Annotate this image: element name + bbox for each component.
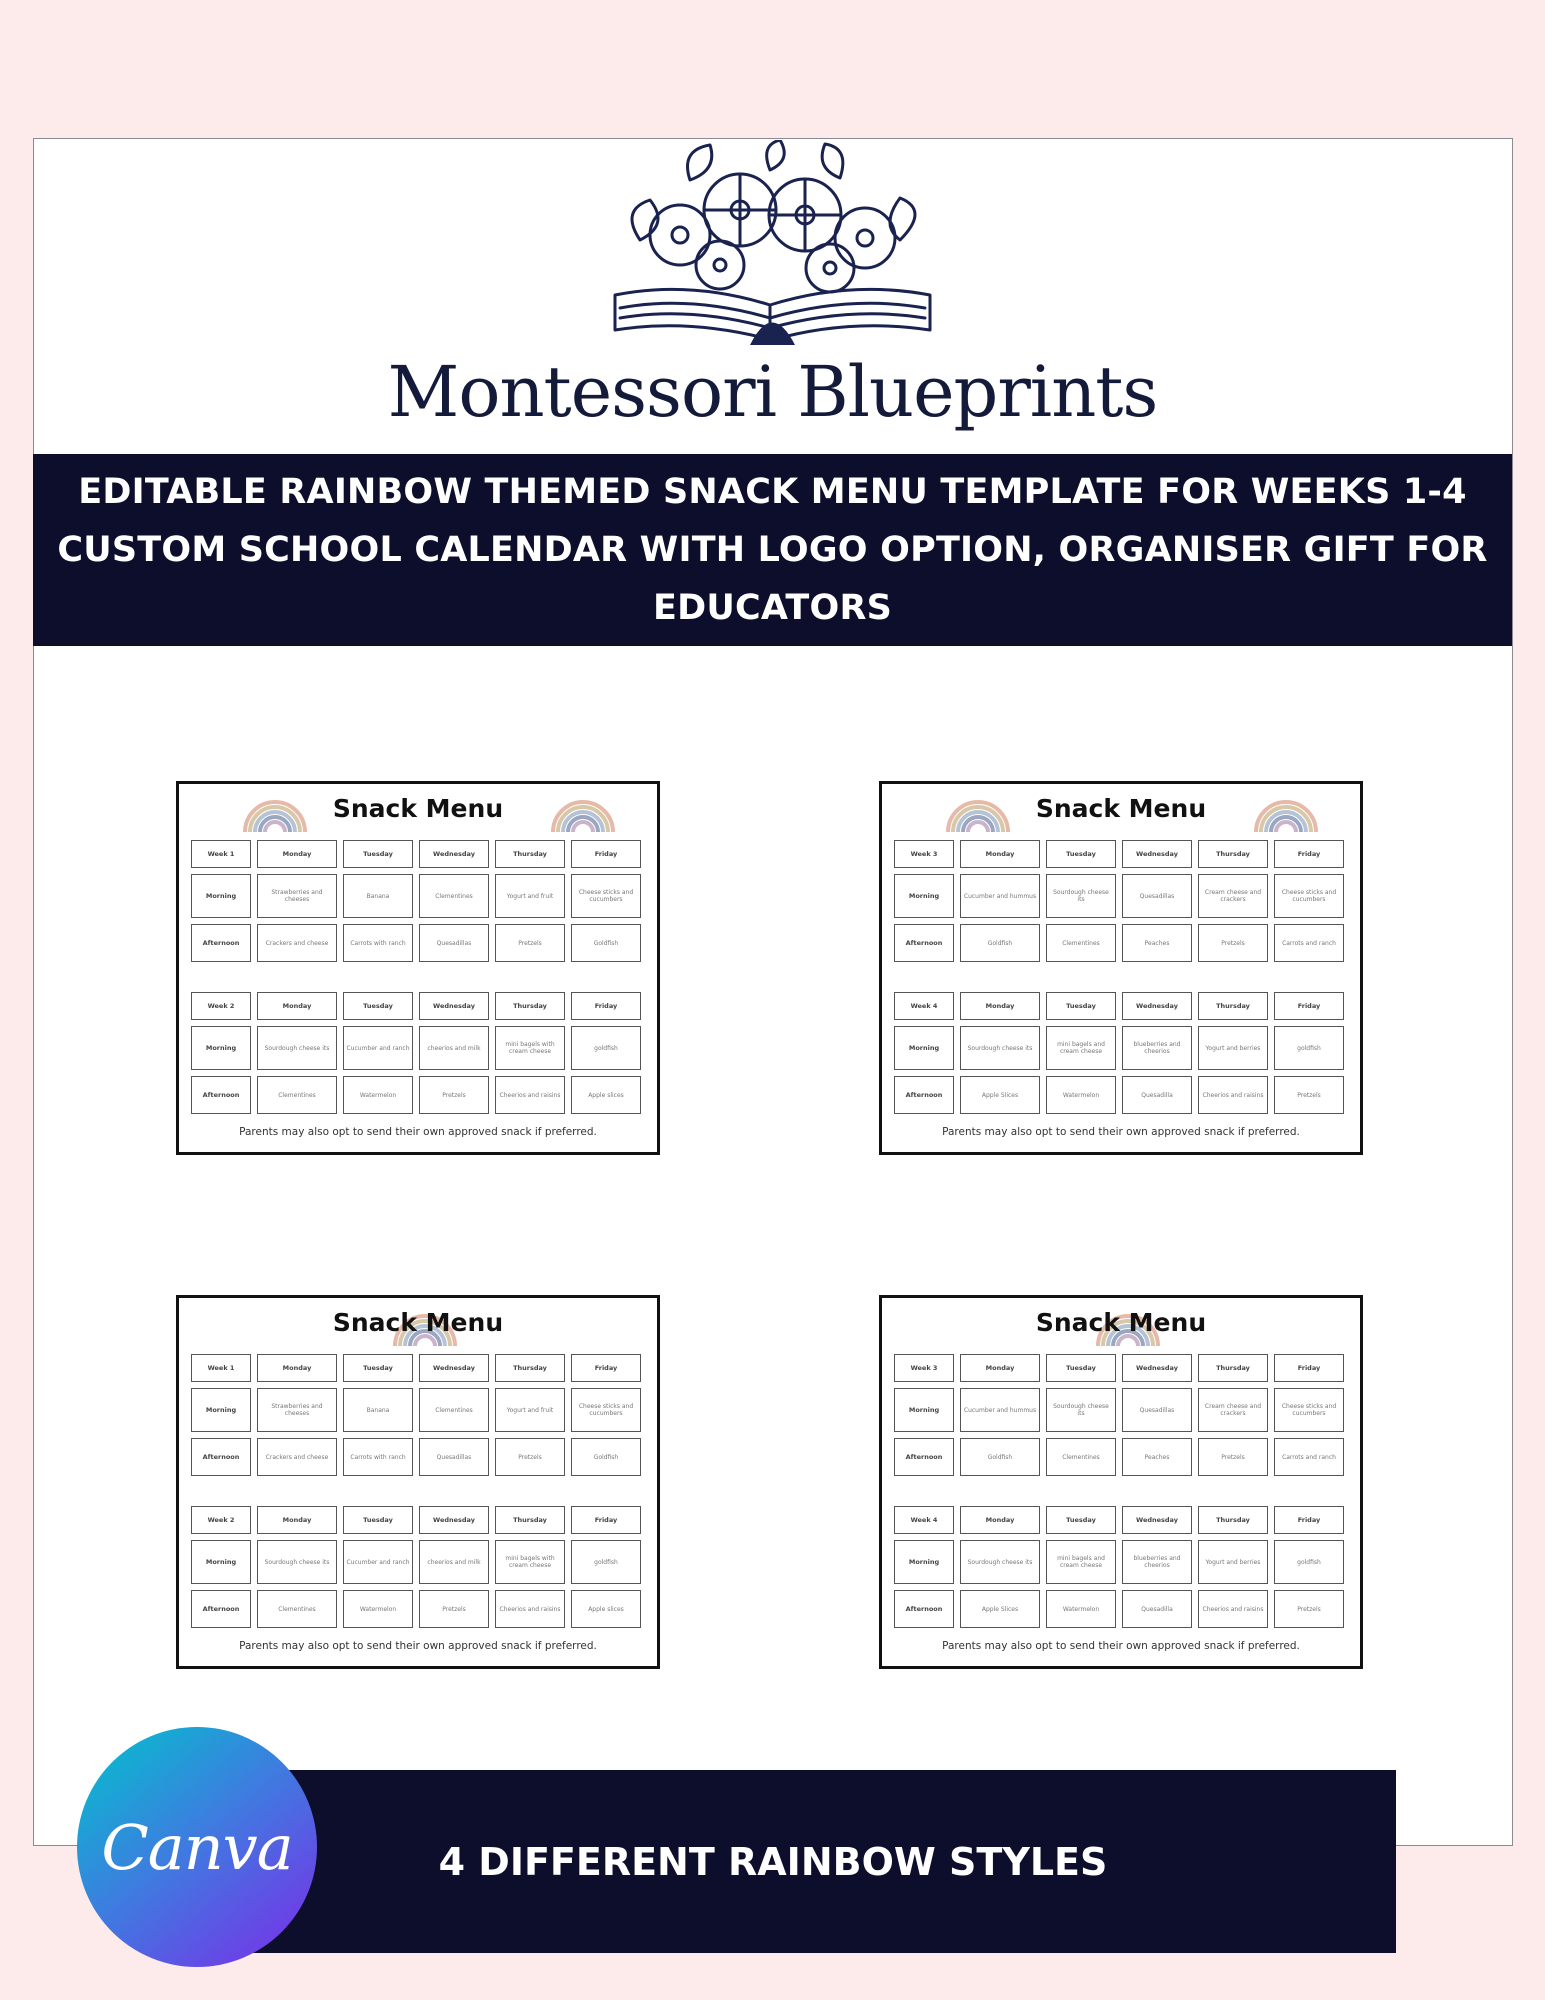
meal-label: Afternoon xyxy=(191,1076,251,1114)
snack-cell: Yogurt and berries xyxy=(1198,1540,1268,1584)
day-header: Monday xyxy=(960,1506,1040,1534)
product-title xyxy=(33,454,1512,646)
day-header: Thursday xyxy=(495,992,565,1020)
snack-cell: Pretzels xyxy=(1198,924,1268,962)
day-header: Tuesday xyxy=(343,840,413,868)
day-header: Thursday xyxy=(1198,1506,1268,1534)
day-header: Friday xyxy=(571,1354,641,1382)
snack-cell: Peaches xyxy=(1122,924,1192,962)
snack-cell: Yogurt and berries xyxy=(1198,1026,1268,1070)
snack-cell: Quesadillas xyxy=(419,924,489,962)
snack-cell: Goldfish xyxy=(960,1438,1040,1476)
day-header: Wednesday xyxy=(1122,840,1192,868)
snack-menu-footer: Parents may also opt to send their own approved snack if preferred. xyxy=(239,1640,597,1652)
day-header: Friday xyxy=(1274,992,1344,1020)
snack-cell: Pretzels xyxy=(495,924,565,962)
snack-cell: Sourdough cheese its xyxy=(1046,874,1116,918)
snack-cell: Cheese sticks and cucumbers xyxy=(571,874,641,918)
week-label: Week 4 xyxy=(894,1506,954,1534)
week-label: Week 3 xyxy=(894,1354,954,1382)
snack-cell: Cheerios and raisins xyxy=(1198,1076,1268,1114)
snack-cell: Cheerios and raisins xyxy=(495,1076,565,1114)
snack-cell: Clementines xyxy=(257,1076,337,1114)
meal-label: Afternoon xyxy=(191,924,251,962)
product-title-line: EDUCATORS xyxy=(652,588,893,628)
week-label: Week 1 xyxy=(191,1354,251,1382)
snack-menu-footer: Parents may also opt to send their own approved snack if preferred. xyxy=(239,1126,597,1138)
snack-cell: Yogurt and fruit xyxy=(495,874,565,918)
snack-cell: Yogurt and fruit xyxy=(495,1388,565,1432)
meal-label: Morning xyxy=(191,1388,251,1432)
day-header: Friday xyxy=(1274,1354,1344,1382)
snack-cell: Cheese sticks and cucumbers xyxy=(571,1388,641,1432)
snack-cell: Carrots with ranch xyxy=(343,1438,413,1476)
snack-cell: Watermelon xyxy=(1046,1076,1116,1114)
snack-cell: Cheese sticks and cucumbers xyxy=(1274,1388,1344,1432)
snack-cell: Goldfish xyxy=(571,1438,641,1476)
snack-cell: Cream cheese and crackers xyxy=(1198,874,1268,918)
snack-cell: Cream cheese and crackers xyxy=(1198,1388,1268,1432)
meal-label: Afternoon xyxy=(191,1590,251,1628)
snack-cell: Clementines xyxy=(419,874,489,918)
day-header: Tuesday xyxy=(343,992,413,1020)
day-header: Wednesday xyxy=(419,840,489,868)
day-header: Tuesday xyxy=(1046,1354,1116,1382)
snack-cell: Cucumber and hummus xyxy=(960,1388,1040,1432)
snack-cell: goldfish xyxy=(571,1540,641,1584)
snack-cell: Watermelon xyxy=(1046,1590,1116,1628)
meal-label: Morning xyxy=(191,874,251,918)
snack-cell: Quesadillas xyxy=(1122,874,1192,918)
canva-logo-text: Canva xyxy=(101,1810,293,1884)
snack-cell: Quesadillas xyxy=(419,1438,489,1476)
meal-label: Afternoon xyxy=(894,1590,954,1628)
day-header: Friday xyxy=(571,840,641,868)
snack-cell: Sourdough cheese its xyxy=(257,1540,337,1584)
snack-cell: Pretzels xyxy=(419,1076,489,1114)
snack-cell: Sourdough cheese its xyxy=(1046,1388,1116,1432)
snack-menu-title: Snack Menu xyxy=(1035,794,1207,823)
day-header: Wednesday xyxy=(419,992,489,1020)
day-header: Wednesday xyxy=(419,1354,489,1382)
snack-cell: Apple slices xyxy=(571,1076,641,1114)
meal-label: Morning xyxy=(191,1026,251,1070)
day-header: Tuesday xyxy=(343,1354,413,1382)
snack-cell: Cucumber and ranch xyxy=(343,1026,413,1070)
snack-menu-week-table xyxy=(894,1354,1354,1476)
snack-menu-week-table xyxy=(894,840,1354,962)
product-title-line: CUSTOM SCHOOL CALENDAR WITH LOGO OPTION, ORGANISER GIFT FOR xyxy=(57,530,1488,570)
week-label: Week 2 xyxy=(191,992,251,1020)
meal-label: Morning xyxy=(191,1540,251,1584)
snack-cell: goldfish xyxy=(1274,1026,1344,1070)
day-header: Thursday xyxy=(495,1506,565,1534)
week-label: Week 3 xyxy=(894,840,954,868)
snack-cell: Clementines xyxy=(1046,1438,1116,1476)
snack-cell: Quesadilla xyxy=(1122,1590,1192,1628)
meal-label: Afternoon xyxy=(894,924,954,962)
snack-cell: Pretzels xyxy=(495,1438,565,1476)
snack-cell: mini bagels and cream cheese xyxy=(1046,1540,1116,1584)
snack-menu-week-table xyxy=(894,1506,1354,1628)
snack-cell: Apple Slices xyxy=(960,1590,1040,1628)
snack-cell: cheerios and milk xyxy=(419,1026,489,1070)
snack-menu-title: Snack Menu xyxy=(332,1308,504,1337)
snack-cell: Goldfish xyxy=(571,924,641,962)
snack-cell: Cucumber and ranch xyxy=(343,1540,413,1584)
day-header: Thursday xyxy=(1198,992,1268,1020)
day-header: Wednesday xyxy=(419,1506,489,1534)
snack-cell: Peaches xyxy=(1122,1438,1192,1476)
day-header: Monday xyxy=(257,1354,337,1382)
snack-cell: Quesadilla xyxy=(1122,1076,1192,1114)
meal-label: Afternoon xyxy=(894,1076,954,1114)
day-header: Wednesday xyxy=(1122,992,1192,1020)
snack-cell: Quesadillas xyxy=(1122,1388,1192,1432)
snack-cell: Sourdough cheese its xyxy=(960,1540,1040,1584)
snack-cell: blueberries and cheerios xyxy=(1122,1026,1192,1070)
snack-menu-preview xyxy=(879,1295,1363,1669)
snack-cell: mini bagels and cream cheese xyxy=(1046,1026,1116,1070)
snack-cell: mini bagels with cream cheese xyxy=(495,1540,565,1584)
product-title-line: EDITABLE RAINBOW THEMED SNACK MENU TEMPLATE FOR WEEKS 1-4 xyxy=(78,472,1467,512)
meal-label: Morning xyxy=(894,1540,954,1584)
day-header: Monday xyxy=(960,1354,1040,1382)
snack-cell: Cheerios and raisins xyxy=(495,1590,565,1628)
snack-cell: Banana xyxy=(343,1388,413,1432)
brand-name: Montessori Blueprints xyxy=(387,351,1158,433)
day-header: Friday xyxy=(571,992,641,1020)
snack-cell: Crackers and cheese xyxy=(257,1438,337,1476)
meal-label: Morning xyxy=(894,874,954,918)
snack-cell: Banana xyxy=(343,874,413,918)
day-header: Thursday xyxy=(495,840,565,868)
day-header: Friday xyxy=(1274,1506,1344,1534)
snack-cell: goldfish xyxy=(571,1026,641,1070)
snack-cell: Sourdough cheese its xyxy=(960,1026,1040,1070)
day-header: Tuesday xyxy=(343,1506,413,1534)
snack-menu-title: Snack Menu xyxy=(1035,1308,1207,1337)
snack-cell: Pretzels xyxy=(1274,1590,1344,1628)
day-header: Monday xyxy=(960,840,1040,868)
day-header: Friday xyxy=(1274,840,1344,868)
meal-label: Morning xyxy=(894,1026,954,1070)
snack-cell: Watermelon xyxy=(343,1076,413,1114)
snack-cell: Strawberries and cheeses xyxy=(257,874,337,918)
snack-cell: Clementines xyxy=(419,1388,489,1432)
snack-cell: Sourdough cheese its xyxy=(257,1026,337,1070)
snack-cell: Clementines xyxy=(257,1590,337,1628)
snack-menu-preview xyxy=(176,781,660,1155)
meal-label: Morning xyxy=(894,1388,954,1432)
snack-menu-week-table xyxy=(894,992,1354,1114)
week-label: Week 4 xyxy=(894,992,954,1020)
snack-cell: Cheese sticks and cucumbers xyxy=(1274,874,1344,918)
day-header: Wednesday xyxy=(1122,1354,1192,1382)
day-header: Thursday xyxy=(1198,1354,1268,1382)
snack-menu-week-table xyxy=(191,992,651,1114)
meal-label: Afternoon xyxy=(894,1438,954,1476)
snack-menu-footer: Parents may also opt to send their own approved snack if preferred. xyxy=(942,1126,1300,1138)
snack-menu-week-table xyxy=(191,840,651,962)
snack-menu-week-table xyxy=(191,1506,651,1628)
day-header: Monday xyxy=(960,992,1040,1020)
day-header: Thursday xyxy=(1198,840,1268,868)
snack-cell: Apple slices xyxy=(571,1590,641,1628)
day-header: Tuesday xyxy=(1046,1506,1116,1534)
snack-cell: Pretzels xyxy=(1274,1076,1344,1114)
day-header: Thursday xyxy=(495,1354,565,1382)
snack-menu-title: Snack Menu xyxy=(332,794,504,823)
snack-cell: Goldfish xyxy=(960,924,1040,962)
week-label: Week 1 xyxy=(191,840,251,868)
snack-cell: Apple Slices xyxy=(960,1076,1040,1114)
snack-cell: mini bagels with cream cheese xyxy=(495,1026,565,1070)
snack-menu-footer: Parents may also opt to send their own approved snack if preferred. xyxy=(942,1640,1300,1652)
snack-cell: blueberries and cheerios xyxy=(1122,1540,1192,1584)
day-header: Monday xyxy=(257,840,337,868)
snack-cell: Carrots and ranch xyxy=(1274,1438,1344,1476)
snack-cell: Carrots and ranch xyxy=(1274,924,1344,962)
meal-label: Afternoon xyxy=(191,1438,251,1476)
day-header: Wednesday xyxy=(1122,1506,1192,1534)
snack-cell: cheerios and milk xyxy=(419,1540,489,1584)
snack-cell: Pretzels xyxy=(419,1590,489,1628)
snack-cell: Strawberries and cheeses xyxy=(257,1388,337,1432)
day-header: Monday xyxy=(257,1506,337,1534)
week-label: Week 2 xyxy=(191,1506,251,1534)
day-header: Monday xyxy=(257,992,337,1020)
snack-menu-week-table xyxy=(191,1354,651,1476)
snack-cell: Clementines xyxy=(1046,924,1116,962)
bottom-banner-text: 4 DIFFERENT RAINBOW STYLES xyxy=(438,1839,1108,1884)
snack-cell: Cheerios and raisins xyxy=(1198,1590,1268,1628)
snack-cell: goldfish xyxy=(1274,1540,1344,1584)
canva-logo xyxy=(77,1727,317,1967)
snack-menu-preview xyxy=(176,1295,660,1669)
day-header: Tuesday xyxy=(1046,992,1116,1020)
day-header: Tuesday xyxy=(1046,840,1116,868)
snack-cell: Cucumber and hummus xyxy=(960,874,1040,918)
snack-cell: Watermelon xyxy=(343,1590,413,1628)
snack-menu-preview xyxy=(879,781,1363,1155)
snack-cell: Pretzels xyxy=(1198,1438,1268,1476)
flower-book-logo-icon xyxy=(600,140,945,355)
day-header: Friday xyxy=(571,1506,641,1534)
snack-cell: Carrots with ranch xyxy=(343,924,413,962)
snack-cell: Crackers and cheese xyxy=(257,924,337,962)
